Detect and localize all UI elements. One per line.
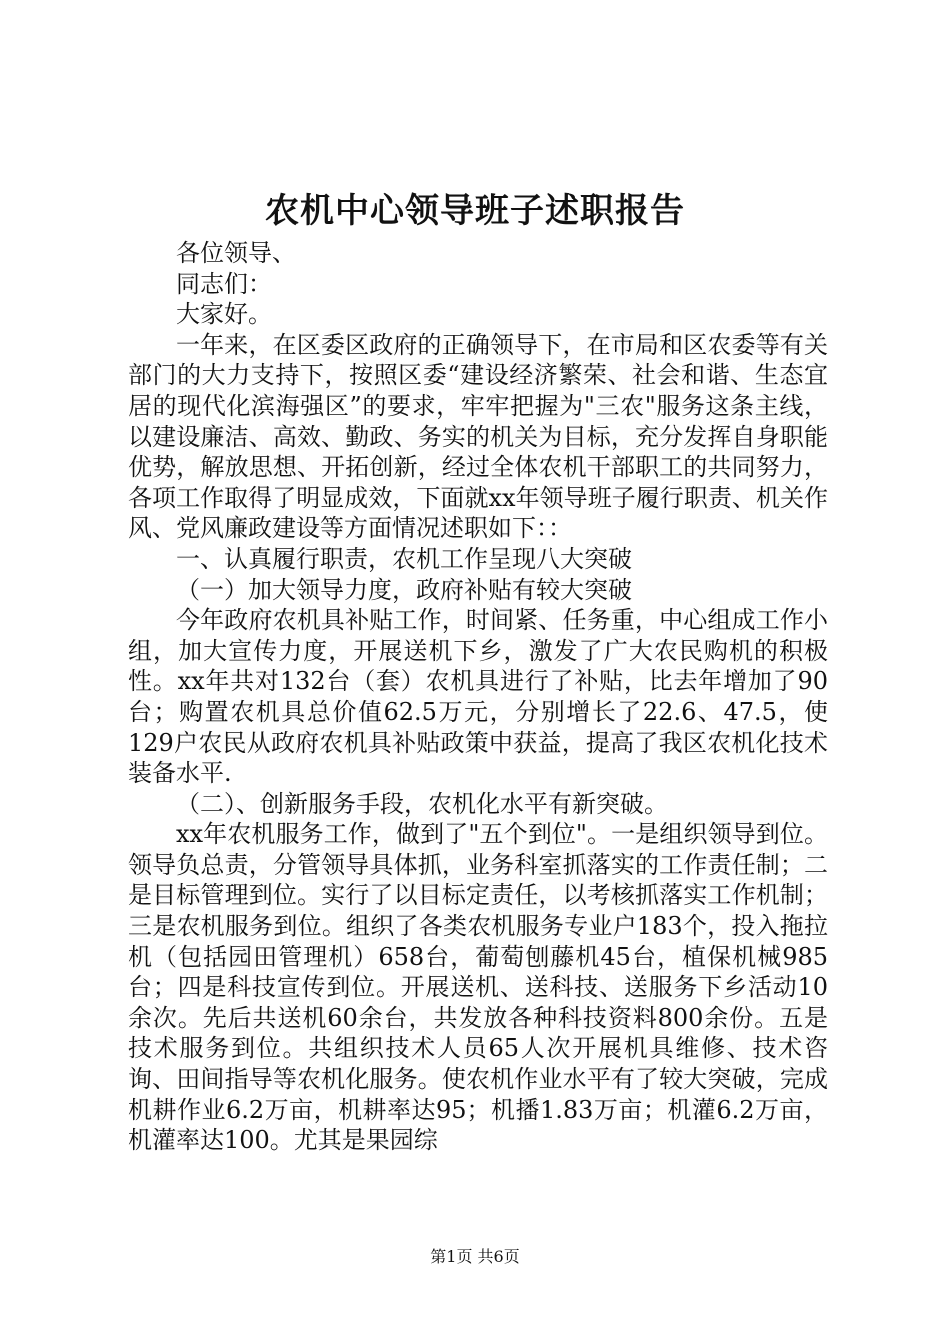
- salutation-comrades: 同志们：: [176, 269, 272, 298]
- greeting: 大家好。: [176, 300, 272, 329]
- subsection-heading-2: （二）、创新服务手段，农机化水平有新突破。: [176, 789, 668, 818]
- service-paragraph: xx年农机服务工作，做到了"五个到位"。一是组织领导到位。领导负总责，分管领导具体抓，业务科室抓落实的工作责任制；二是目标管理到位。实行了以目标定责任，以考核抓落实工作机制；三是农机服务到位。组织了各类农机服务专业户183个，投入拖拉机（包括园田管理机）658台，葡萄刨藤机45台，植保机械985台；四是科技宣传到位。开展送机、送科技、送服务下乡活动10余次。先后共送机60余台，共发放各种科技资料800余份。五是技术服务到位。共组织技术人员65人次开展机具维修、技术咨询、田间指导等农机化服务。使农机作业水平有了较大突破，完成机耕作业6.2万亩，机耕率达95；机播1.83万亩；机灌6.2万亩，机灌率达100。尤其是果园综: [128, 820, 828, 1155]
- section-heading-1: 一、认真履行职责，农机工作呈现八大突破: [176, 544, 632, 573]
- salutation-leaders: 各位领导、: [176, 239, 296, 267]
- document-body: [128, 238, 828, 1156]
- document-title: 农机中心领导班子述职报告: [265, 191, 685, 231]
- intro-paragraph: 一年来，在区委区政府的正确领导下，在市局和区农委等有关部门的大力支持下，按照区委“建设经济繁荣、社会和谐、生态宜居的现代化滨海强区”的要求，牢牢把握为"三农"服务这条主线，以建设廉洁、高效、勤政、务实的机关为目标，充分发挥自身职能优势，解放思想、开拓创新，经过全体农机干部职工的共同努力，各项工作取得了明显成效，下面就xx年领导班子履行职责、机关作风、党风廉政建设等方面情况述职如下：：: [128, 330, 828, 543]
- subsection-heading-1: （一）加大领导力度，政府补贴有较大突破: [176, 575, 632, 604]
- subsidy-paragraph: 今年政府农机具补贴工作，时间紧、任务重，中心组成工作小组，加大宣传力度，开展送机下乡，激发了广大农民购机的积极性。xx年共对132台（套）农机具进行了补贴，比去年增加了90台；购置农机具总价值62.5万元，分别增长了22.6、47.5，使129户农民从政府农机具补贴政策中获益，提高了我区农机化技术装备水平.: [128, 606, 828, 788]
- page-footer: 第1页 共6页: [430, 1247, 520, 1266]
